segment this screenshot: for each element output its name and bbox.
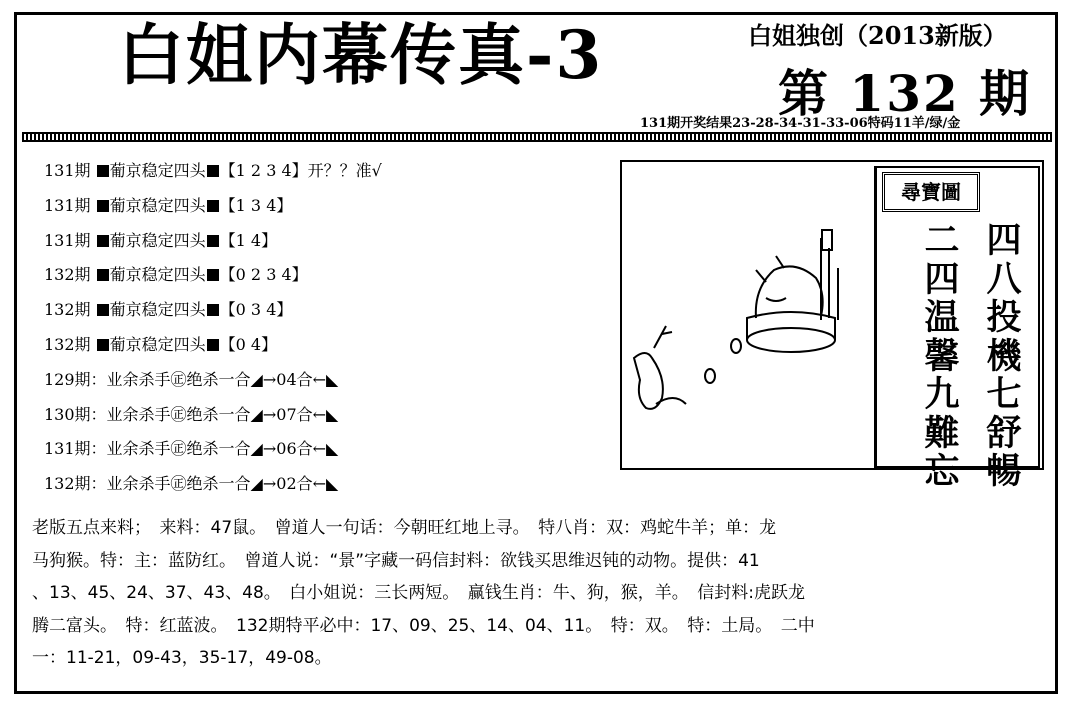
paragraph-line: 腾二富头。 特：红蓝波。 132期特平必中：17、09、25、14、04、11。 特：双。 特：土局。 二中 <box>32 615 815 636</box>
square-icon <box>97 165 109 177</box>
square-icon <box>97 235 109 247</box>
poem-char: 九 <box>924 374 960 415</box>
row-text: 葡京稳定四头 <box>109 230 206 250</box>
poem-char: 四 <box>986 220 1022 261</box>
row-period: 132期 <box>44 265 91 285</box>
poem-column-right <box>984 222 1024 492</box>
row-nums: 【1 2 3 4】开？？准√ <box>219 161 382 180</box>
poem-label: 尋寶圖 <box>882 172 980 212</box>
row-period: 131期 <box>44 161 91 180</box>
list-item <box>44 258 604 293</box>
brand-label: 白姐独创（2013新版） <box>748 21 1007 50</box>
poem-char: 二 <box>924 220 960 261</box>
row-nums: 【0 4】 <box>219 334 278 354</box>
list-item <box>44 363 604 398</box>
header-divider <box>22 132 1052 142</box>
row-period: 132期 <box>44 300 91 320</box>
list-item <box>44 224 604 259</box>
list-item <box>44 432 604 467</box>
killer-period: 132期： <box>44 474 107 494</box>
square-icon <box>207 339 219 351</box>
killer-text: 业余杀手㊣绝杀一合◢→04合←◣ <box>106 369 339 389</box>
row-text: 葡京稳定四头 <box>109 300 206 320</box>
killer-period: 129期： <box>44 369 107 389</box>
square-icon <box>207 200 219 212</box>
poem-char: 馨 <box>924 335 960 377</box>
info-paragraph <box>32 512 1042 675</box>
poem-char: 七 <box>986 374 1022 415</box>
poem-char: 難 <box>924 412 960 454</box>
list-item <box>44 467 604 502</box>
poem-char: 機 <box>986 335 1022 377</box>
square-icon <box>97 269 109 281</box>
list-item <box>44 328 604 363</box>
issue-number: 第 132 期 <box>778 64 1032 123</box>
square-icon <box>207 165 219 177</box>
poem-char: 温 <box>924 297 960 338</box>
row-nums: 【0 3 4】 <box>219 300 293 320</box>
row-text: 葡京稳定四头 <box>109 265 206 285</box>
square-icon <box>97 339 109 351</box>
killer-text: 业余杀手㊣绝杀一合◢→02合←◣ <box>106 474 339 494</box>
row-text: 葡京稳定四头 <box>109 161 206 180</box>
row-nums: 【0 2 3 4】 <box>219 265 308 285</box>
poem-char: 四 <box>924 258 960 300</box>
poem-char: 八 <box>986 258 1022 300</box>
row-text: 葡京稳定四头 <box>109 195 206 215</box>
paragraph-line: 老版五点来料； 来料：47鼠。 曾道人一句话：今朝旺红地上寻。 特八肖：双：鸡蛇牛羊；单：龙 <box>32 518 777 538</box>
poem-char: 舒 <box>986 412 1022 454</box>
list-item <box>44 154 604 189</box>
row-period: 132期 <box>44 334 91 354</box>
poem-char: 暢 <box>986 451 1022 492</box>
list-item <box>44 398 604 433</box>
poem-column-left <box>922 222 962 492</box>
page-title: 白姐内幕传真-3 <box>118 16 604 94</box>
poem-char: 投 <box>986 297 1022 338</box>
killer-text: 业余杀手㊣绝杀一合◢→06合←◣ <box>106 439 339 459</box>
treasure-illustration <box>626 208 870 428</box>
row-nums: 【1 3 4】 <box>219 195 293 215</box>
killer-text: 业余杀手㊣绝杀一合◢→07合←◣ <box>106 404 339 424</box>
paragraph-line: 一：11-21，09-43，35-17，49-08。 <box>32 648 332 668</box>
killer-period: 131期： <box>44 439 107 459</box>
square-icon <box>207 304 219 316</box>
row-period: 131期 <box>44 195 91 215</box>
row-text: 葡京稳定四头 <box>109 334 206 354</box>
square-icon <box>207 235 219 247</box>
paragraph-line: 马狗猴。特：主：蓝防红。 曾道人说：“景”字藏一码信封料：欲钱买思维迟钝的动物。提供：41 <box>32 550 760 571</box>
previous-result: 131期开奖结果23-28-34-31-33-06特码11羊/绿/金 <box>640 116 961 131</box>
square-icon <box>97 200 109 212</box>
paragraph-line: 、13、45、24、37、43、48。 白小姐说：三长两短。 赢钱生肖：牛、狗，猴，羊。 信封料:虎跃龙 <box>32 583 806 603</box>
prediction-list <box>44 154 604 502</box>
square-icon <box>97 304 109 316</box>
row-period: 131期 <box>44 230 91 250</box>
list-item <box>44 293 604 328</box>
poem-char: 忘 <box>924 451 960 492</box>
killer-period: 130期： <box>44 404 107 424</box>
list-item <box>44 189 604 224</box>
square-icon <box>207 269 219 281</box>
row-nums: 【1 4】 <box>219 230 278 250</box>
